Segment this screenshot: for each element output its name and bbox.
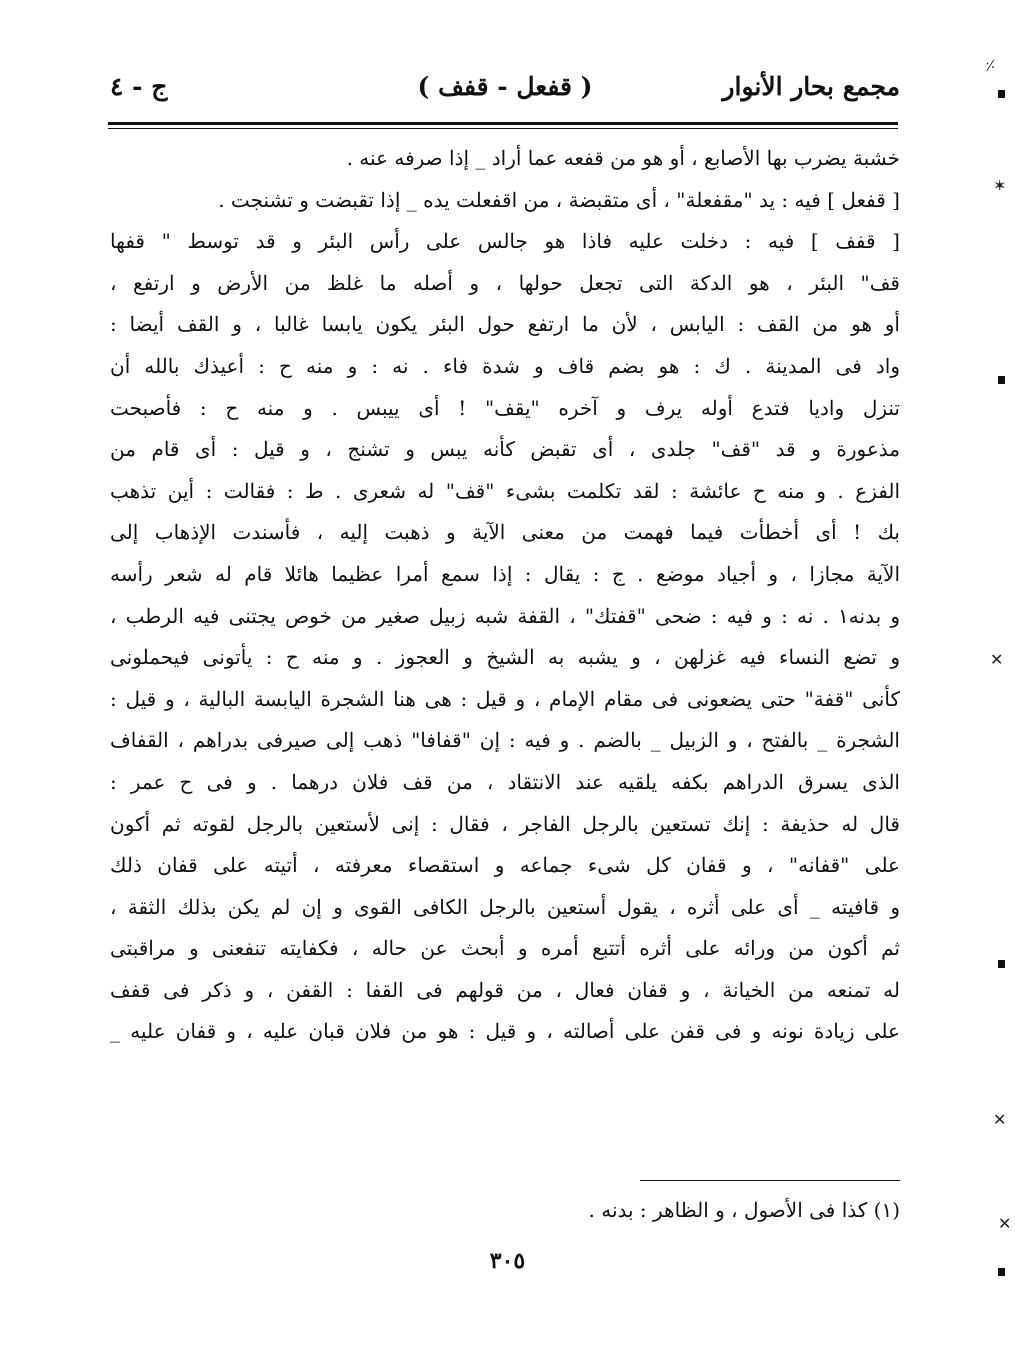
footnote-rule (640, 1180, 900, 1181)
book-title: مجمع بحار الأنوار (722, 72, 900, 101)
text-line: تنزل واديا فتدع أوله يرف و آخره "يقف" ! أى ييبس . و منه ح : فأصبحت (110, 395, 900, 420)
header-rule-thick (108, 122, 898, 125)
text-line: ثم أكون من ورائه على أثره أتتبع أمره و أبحث عن حاله ، فكفايته تنفعنى و مراقبتى (110, 936, 900, 961)
text-line: و قافيته _ أى على أثره ، يقول أستعين بالرجل الكافى القوى و إن لم يكن بذلك الثقة ، (110, 894, 900, 919)
text-line: الذى يسرق الدراهم بكفه يلقيه عند الانتقاد ، من قف فلان درهما . و فى ح عمر : (110, 769, 900, 794)
text-line: على "قفانه" ، و قفان كل شىء جماعه و استقصاء معرفته ، أتيته على قفان ذلك (110, 853, 900, 878)
text-line: الفزع . و منه ح عائشة : لقد تكلمت بشىء "قف" له شعرى . ط : فقالت : أين تذهب (110, 478, 900, 503)
margin-bullet-icon (998, 960, 1005, 968)
page-number: ٣٠٥ (489, 1248, 526, 1274)
text-line: بك ! أى أخطأت فيما فهمت من معنى الآية و ذهبت إليه ، فأسندت الإذهاب إلى (110, 520, 900, 545)
scan-mark-icon: ✕ (990, 650, 1004, 669)
margin-bullet-icon (998, 376, 1005, 384)
scan-mark-icon: ✶ (993, 176, 1007, 195)
margin-bullet-icon (998, 90, 1005, 98)
text-line: الآية مجازا ، و أجياد موضع . ج : يقال : إذا سمع أمرا عظيما هائلا قام له شعر رأسه (110, 561, 900, 586)
text-line: على زيادة نونه و فى قفن على أصالته ، و قيل : هو من فلان قبان عليه ، و قفان عليه _ (110, 1019, 900, 1044)
scan-mark-icon: ✕ (998, 1214, 1012, 1233)
text-line: له تمنعه من الخيانة ، و قفان فعال ، من قولهم فى القفا : القفن ، و ذكر فى قفف (110, 977, 900, 1002)
volume-label: ج - ٤ (110, 72, 168, 101)
entry-range: ( قفعل - قفف ) (417, 72, 593, 101)
margin-bullet-icon (998, 1268, 1005, 1276)
text-line: كأنى "قفة" حتى يضعونى فى مقام الإمام ، و قيل : هى هنا الشجرة اليابسة البالية ، و قيل : (110, 686, 900, 711)
text-line: واد فى المدينة . ك : هو بضم قاف و شدة فاء . نه : و منه ح : أعيذك بالله أن (110, 353, 900, 378)
text-line: أو هو من القف : اليابس ، لأن ما ارتفع حول البئر يكون يابسا غالبا ، و القف أيضا : (110, 312, 900, 337)
scan-mark-icon: ✕ (993, 1110, 1007, 1129)
text-line: قال له حذيفة : إنك تستعين بالرجل الفاجر ، فقال : إنى لأستعين بالرجل لقوته ثم أكون (110, 811, 900, 836)
footnote: (١) كذا فى الأصول ، و الظاهر : بدنه . (588, 1198, 900, 1222)
text-line: الشجرة _ بالفتح ، و الزبيل _ بالضم . و فيه : إن "قفافا" ذهب إلى صيرفى بدراهم ، القفاف (110, 728, 900, 753)
text-line: مذعورة و قد "قف" جلدى ، أى تقبض كأنه يبس و تشنج ، و قيل : أى قام من (110, 437, 900, 462)
text-line: [ قفف ] فيه : دخلت عليه فاذا هو جالس على رأس البئر و قد توسط " قفها (110, 229, 900, 254)
text-line: خشبة يضرب بها الأصابع ، أو هو من قفعه عما أراد _ إذا صرفه عنه . (346, 146, 900, 170)
text-line: قف" البئر ، هو الدكة التى تجعل حولها ، و أصله ما غلظ من الأرض و ارتفع ، (110, 270, 900, 295)
text-line: و بدنه١ . نه : و فيه : ضحى "قفتك" ، القفة شبه زبيل صغير من خوص يجتنى فيه الرطب ، (110, 603, 900, 628)
running-header (110, 66, 900, 116)
text-line: و تضع النساء فيه غزلهن ، و يشبه به الشيخ و العجوز . و منه ح : يأتونى فيحملونى (110, 645, 900, 670)
scan-mark-icon: ⸓ (985, 56, 996, 75)
header-rule-thin (108, 128, 898, 129)
text-line: [ قفعل ] فيه : يد "مقفعلة" ، أى متقبضة ، من اقفعلت يده _ إذا تقبضت و تشنجت . (218, 187, 900, 212)
main-text (110, 138, 900, 1053)
